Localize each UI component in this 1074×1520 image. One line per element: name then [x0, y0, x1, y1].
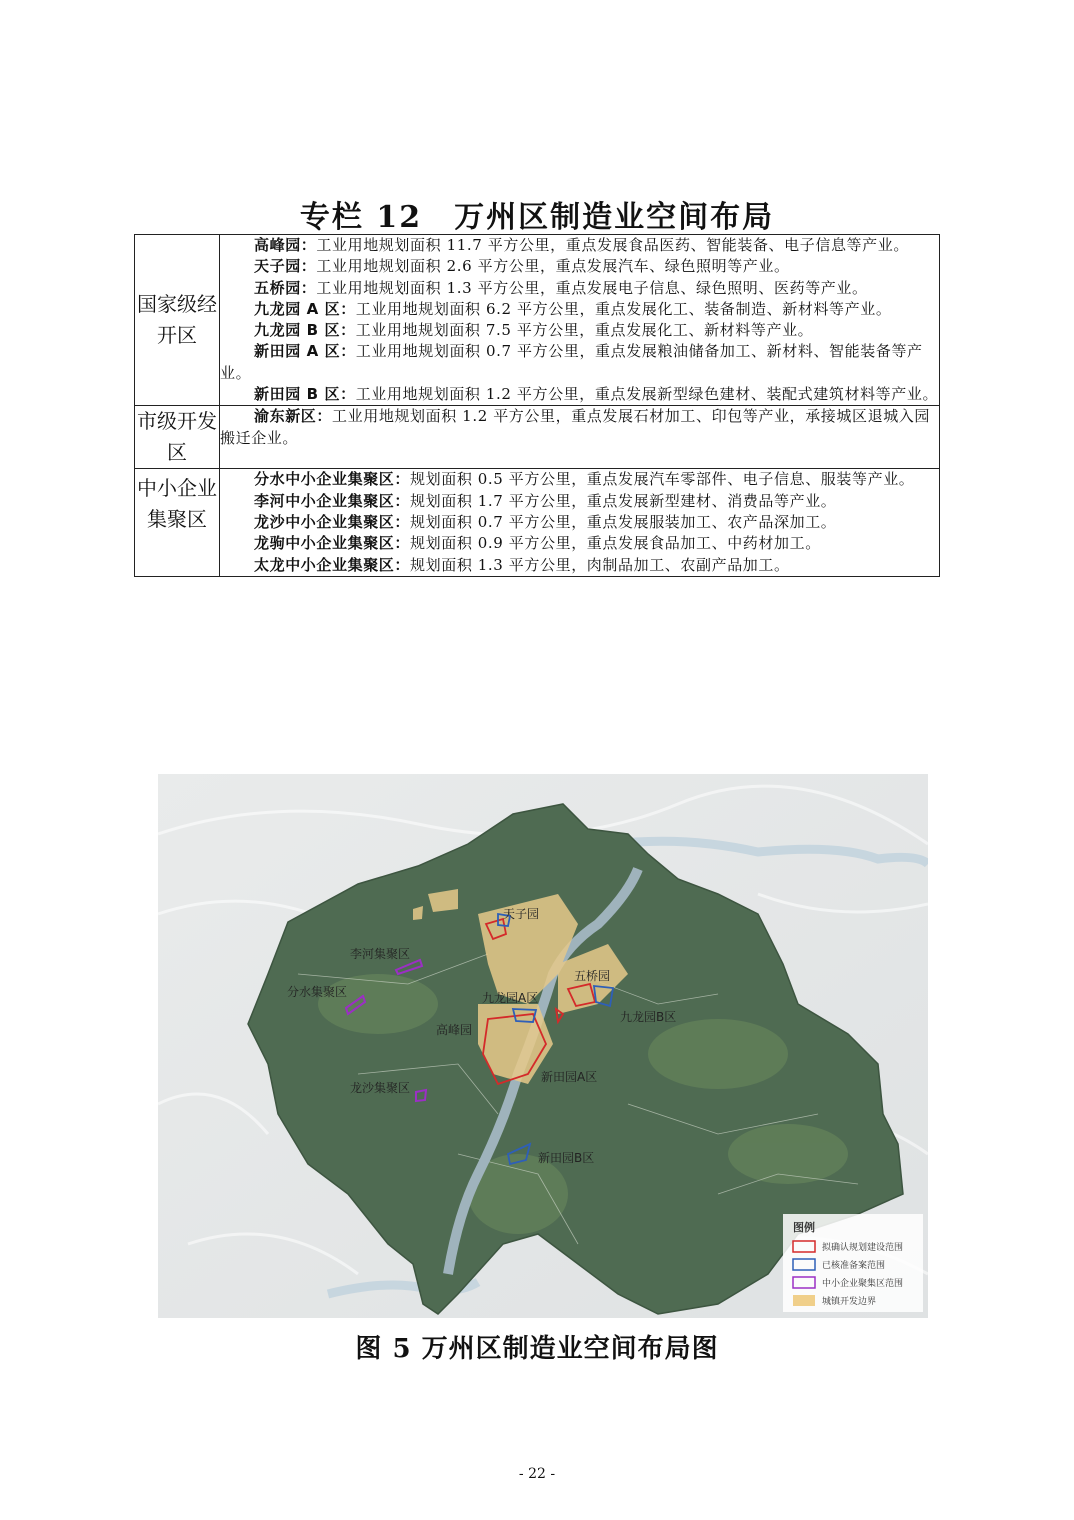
entry-text: 工业用地规划面积 0.7 平方公里，重点发展粮油储备加工、新材料、智能装备等产业。	[220, 342, 923, 382]
label-fenshui: 分水集聚区	[287, 985, 348, 999]
entry-name: 天子园：	[254, 257, 317, 276]
entries-cell	[220, 406, 940, 469]
entry	[220, 299, 939, 320]
entry	[220, 491, 939, 512]
legend-item-planned: 拟确认规划建设范围	[822, 1243, 904, 1253]
entry	[220, 533, 939, 554]
category-cell: 市级开发区	[135, 406, 220, 469]
entry	[220, 469, 939, 490]
map-legend	[783, 1214, 923, 1312]
legend-item-sme: 中小企业聚集区范围	[822, 1279, 904, 1289]
entry-text: 规划面积 1.3 平方公里，肉制品加工、农副产品加工。	[410, 555, 790, 574]
entry-name: 新田园 A 区：	[254, 342, 356, 361]
label-jiulongB: 九龙园B区	[620, 1010, 677, 1024]
entry	[220, 341, 939, 384]
entry	[220, 512, 939, 533]
entry-text: 工业用地规划面积 1.2 平方公里，重点发展新型绿色建材、装配式建筑材料等产业。	[355, 385, 939, 404]
label-xintianB: 新田园B区	[538, 1151, 595, 1165]
category-cell: 国家级经开区	[135, 235, 220, 406]
section-row	[135, 235, 940, 406]
section-row	[135, 469, 940, 576]
entry	[220, 256, 939, 277]
entry	[220, 555, 939, 576]
label-longsha: 龙沙集聚区	[350, 1081, 411, 1095]
entry-name: 新田园 B 区：	[254, 385, 356, 404]
entry-name: 分水中小企业集聚区：	[254, 470, 411, 489]
label-xintianA: 新田园A区	[541, 1070, 598, 1084]
label-lihe: 李河集聚区	[350, 947, 411, 961]
entry	[220, 406, 939, 449]
entry-name: 九龙园 B 区：	[254, 321, 356, 340]
label-wuqiao: 五桥园	[574, 969, 611, 983]
entry-text: 工业用地规划面积 1.3 平方公里，重点发展电子信息、绿色照明、医药等产业。	[316, 278, 868, 297]
entry-name: 渝东新区：	[254, 407, 333, 426]
entry-text: 工业用地规划面积 6.2 平方公里，重点发展化工、装备制造、新材料等产业。	[355, 299, 892, 318]
label-gaofeng: 高峰园	[436, 1023, 473, 1037]
map-svg	[158, 774, 928, 1318]
entry	[220, 384, 939, 405]
entries-cell	[220, 469, 940, 576]
entry-text: 规划面积 1.7 平方公里，重点发展新型建材、消费品等产业。	[410, 491, 837, 510]
entry-text: 规划面积 0.7 平方公里，重点发展服装加工、农产品深加工。	[410, 512, 837, 531]
entry-name: 太龙中小企业集聚区：	[254, 555, 411, 574]
layout-map	[158, 774, 928, 1318]
layout-table	[134, 234, 940, 577]
section-row	[135, 406, 940, 469]
entry	[220, 320, 939, 341]
figure-caption: 图 5 万州区制造业空间布局图	[355, 1334, 719, 1364]
entry	[220, 235, 939, 256]
legend-item-urban: 城镇开发边界	[822, 1297, 877, 1307]
entry-text: 规划面积 0.9 平方公里，重点发展食品加工、中药材加工。	[410, 534, 821, 553]
legend-swatch-urban	[793, 1295, 815, 1306]
page-number: - 22 -	[518, 1466, 556, 1482]
legend-title: 图例	[793, 1221, 815, 1234]
entry-text: 工业用地规划面积 11.7 平方公里，重点发展食品医药、智能装备、电子信息等产业。	[316, 236, 909, 254]
entries-cell	[220, 235, 940, 406]
entry-name: 高峰园：	[254, 236, 317, 254]
entry-name: 九龙园 A 区：	[254, 299, 356, 318]
legend-item-approved: 已核准备案范围	[822, 1261, 886, 1271]
entry-name: 五桥园：	[254, 278, 317, 297]
entry-name: 龙沙中小企业集聚区：	[254, 512, 411, 531]
entry-text: 规划面积 0.5 平方公里，重点发展汽车零部件、电子信息、服装等产业。	[410, 470, 915, 489]
category-cell: 中小企业集聚区	[135, 469, 220, 576]
entry-text: 工业用地规划面积 1.2 平方公里，重点发展石材加工、印包等产业，承接城区退城入园搬迁企业。	[220, 407, 931, 447]
label-jiulongA: 九龙园A区	[482, 991, 539, 1005]
entry	[220, 278, 939, 299]
entry-name: 龙驹中小企业集聚区：	[254, 534, 411, 553]
box-title: 专栏 12 万州区制造业空间布局	[299, 200, 775, 235]
entry-text: 工业用地规划面积 2.6 平方公里，重点发展汽车、绿色照明等产业。	[316, 257, 790, 276]
entry-name: 李河中小企业集聚区：	[254, 491, 411, 510]
entry-text: 工业用地规划面积 7.5 平方公里，重点发展化工、新材料等产业。	[355, 321, 814, 340]
label-tianzi: 天子园	[503, 907, 540, 921]
